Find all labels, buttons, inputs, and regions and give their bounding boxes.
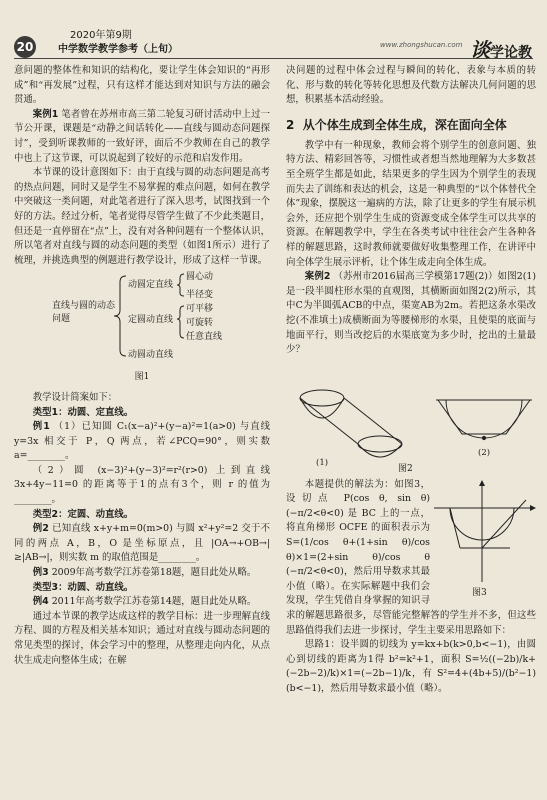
- figure2-drawing: [286, 358, 536, 470]
- paragraph: 本节课的设计意图如下：由于直线与圆的动态问题是高考的热点问题，同时又是学生不易掌握的难点问题，如何在教学中突破这一类问题，对此笔者进行了深入思考，试图找到一个好的方法。经过分析，笔者觉得尽管学生做了不少此类题目，但还是一直停留在“点”上，没有对各种问题有一个整体认识，所以笔者对直线与圆的动态问题的类型（如图1所示）进行了梳理，并挑选典型的例题进行教学设计，形成了这样一节课。: [14, 167, 270, 266]
- half-cylinder-channel: [300, 390, 402, 457]
- example4-label: 例4: [32, 596, 49, 608]
- case2-source: （苏州市2016届高三学模第17题(2)）: [333, 271, 498, 283]
- tree-leaf: 任意直线: [186, 332, 223, 343]
- paragraph: 决问题的过程中体会过程与瞬间的转化、表象与本质的转化、形与数的转化等转化思想及代数方法解决几何问题的思想，积累基本活动经验。: [286, 65, 536, 106]
- issue-label: 2020年第9期: [70, 30, 132, 41]
- example4-text: 2011年高考数学江苏卷第14题，题目此处从略。: [51, 596, 257, 608]
- example2-label: 例2: [32, 523, 49, 535]
- case1-text: 笔者曾在苏州市高三第二轮复习研讨活动中上过一节公开课，课题是“动静之间话转化——直线与圆动态问题探讨”，受到听课教师的一致好评，面后不少教师在自己的教学中也上了这节课，可以说起到了较好的示范和启发作用。: [14, 108, 270, 164]
- example2: [14, 522, 270, 566]
- tree-leaf: 可平移: [186, 304, 214, 315]
- tree-leaf: 圆心动: [186, 272, 214, 283]
- section-number: 2: [286, 117, 295, 132]
- semicircle-cross-section: [436, 400, 532, 440]
- example3: [14, 566, 270, 581]
- example1a-text: （1）已知圆 C₁(x−a)²+(y−a)²=1(a>0) 与直线 y=3x 相交于 P，Q 两点，若∠PCQ=90°，则实数 a=________。: [14, 421, 270, 462]
- figure1-caption: 图1: [134, 372, 150, 383]
- section-heading: [286, 116, 536, 133]
- type2-heading: 类型2：定圆、动直线。: [32, 508, 134, 520]
- paragraph: 意问题的整体性和知识的结构化，要让学生体会知识的“再形成”和“再发展”过程，只有这样才能达到对知识与方法的融会贯通。: [14, 65, 270, 106]
- solution-block: [286, 478, 536, 639]
- figure2-label-1: (1): [316, 457, 329, 468]
- header-rule: [14, 58, 533, 59]
- tree-leaf: 半径变: [186, 290, 214, 301]
- example1b: （2）圆 (x−3)²+(y−3)²=r²(r>0) 上到直线 3x+4y−11=0 的距离等于1的点有3个，则 r 的值为________。: [14, 464, 270, 506]
- solution-paragraph: 本题提供的解法为：如图3，设切点 P(cos θ, sin θ)(−π/2<θ<0) 是 BC 上的一点，将直角梯形 OCFE 的面积表示为 S=(1/cos θ+(1+sin θ)/cos θ)×1=(2+sin θ)/cos θ (−π/2<θ<0)，然后用导数求其最小值（略）。在实际解题中我们会发现，学生凭借自身掌握的知识寻求的解题思路很多，尽管能完整解答的学生并不多，但这些思路值得我们去进一步探讨，学生主要采用思路如下：: [286, 478, 536, 636]
- case2-label: 案例2: [304, 271, 331, 283]
- figure3: [430, 478, 536, 598]
- figure2-label-2: (2): [478, 447, 491, 458]
- left-column: [14, 64, 270, 668]
- figure3-drawing: [430, 478, 536, 586]
- type1-heading: 类型1：动圆、定直线。: [32, 406, 134, 418]
- tree-branch: 动圆定直线: [128, 280, 174, 291]
- example4: [14, 595, 270, 610]
- journal-title: 中学数学教学参考（上旬）: [58, 44, 178, 55]
- figure2: [286, 358, 536, 478]
- example1-label: 例1: [32, 421, 50, 433]
- right-column: [286, 64, 536, 697]
- paragraph: 教学中有一种现象，教师会将个别学生的创意问题、独特方法、精彩回答等，习惯性或者想当然地理解为大多数甚至全班学生都是如此，结果更多的学生因为个别学生的表现而失去了训练和表达的机会，这是一种典型的“以个体替代全体”现象，摆脱这一遍病的方法，除了让更多的学生有展示机会外，还应把个别学生生成的资源变成全体学生可以共享的资源。在解题教学中，学生在各类考试中往往会产生各种各样的解题思路，这时教师就要做好收集整理工作，在讲评中向全体学生展示评析，让个体生成走向全体生成。: [286, 139, 536, 268]
- page-number: 20: [14, 36, 36, 58]
- tree-branch: 定圆动直线: [128, 315, 174, 326]
- example2-text: 已知直线 x+y+m=0(m>0) 与圆 x²+y²=2 交于不同的两点 A，B，O 是坐标原点，且 |OA→+OB→|≥|AB→|，则实数 m 的取值范围是________。: [14, 523, 271, 564]
- case1-paragraph: [14, 108, 270, 166]
- example3-text: 2009年高考数学江苏卷第18题，题目此处从略。: [51, 567, 257, 579]
- brand-rest: 学论教: [490, 45, 532, 61]
- paragraph: 教学设计简案如下：: [32, 391, 118, 403]
- case2-paragraph: [286, 270, 536, 358]
- example1a: [14, 420, 270, 464]
- website: www.zhongshucan.com: [380, 41, 463, 49]
- tree-leaf: 可旋转: [186, 318, 214, 329]
- figure3-caption: 图3: [472, 587, 487, 598]
- idea1-paragraph: 思路1：设半圆的切线为 y=kx+b(k>0,b<−1)，由圆心到切线的距离为1得 b²=k²+1，面积 S=½((−2b)/k+(−2b−2)/k)×1=(−2b−1)/k，有 S²=4+(4b+5)/(b²−1)(b<−1)，然后用导数求最小值（略）。: [286, 639, 536, 694]
- section-title: 从个体生成到全体生成，深在面向全体: [302, 117, 507, 132]
- type3-heading: 类型3：动圆、动直线。: [32, 581, 134, 593]
- brand-big-char: 谈: [470, 38, 490, 62]
- case2-text: 如图2(1)是一段半圆柱形水渠的直观图，其横断面如图2(2)所示，其中C为半圆弧ACB的中点，渠宽AB为2m。若把这条水渠改挖(不准填土)成横断面为等腰梯形的水渠，且使渠的底面与地面平行，则当改挖后的水渠底宽为多少时，挖出的土量最少？: [286, 271, 536, 356]
- paragraph: 通过本节课的教学达成这样的教学目标：进一步理解直线方程、圆的方程及相关基本知识；通过对直线与圆动态问题的常见类型的探讨，体会学习中的整理，从整理走向内化，从点状生成走向整体生成；在解: [14, 610, 270, 666]
- figure2-caption: 图2: [398, 463, 413, 474]
- case1-label: 案例1: [32, 108, 59, 120]
- tree-branch: 动圆动直线: [128, 350, 174, 361]
- tree-root: 直线与圆的动态问题: [52, 301, 116, 325]
- example3-label: 例3: [32, 567, 49, 579]
- figure1-tree: [14, 268, 270, 368]
